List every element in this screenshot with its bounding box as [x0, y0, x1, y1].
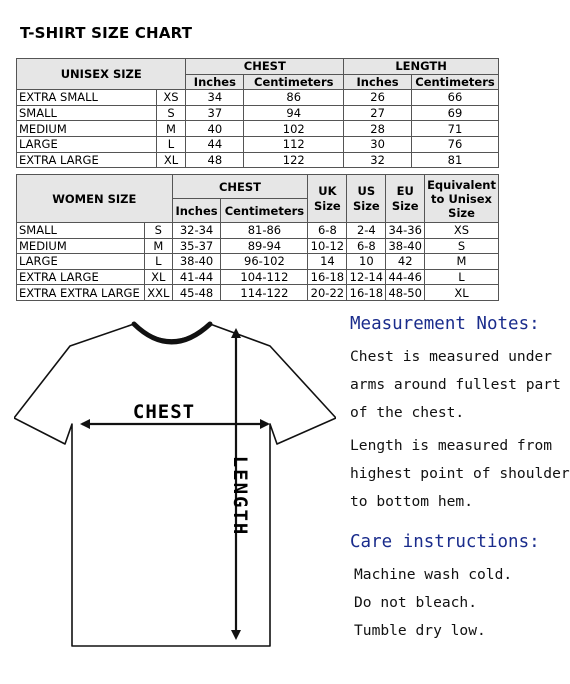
tshirt-diagram — [14, 316, 336, 656]
measurement-note-line: to bottom hem. — [350, 493, 474, 510]
unisex-equivalent: S — [425, 238, 499, 254]
uk-size: 16-18 — [308, 269, 347, 285]
table-row — [17, 223, 499, 239]
uk-label: UK — [318, 183, 337, 198]
us-size: 6-8 — [347, 238, 386, 254]
chest-cm: 94 — [244, 105, 344, 121]
length-inches: 30 — [344, 136, 412, 152]
unisex-equivalent: XS — [425, 223, 499, 239]
eu-size: 38-40 — [386, 238, 425, 254]
size-name: LARGE — [17, 254, 145, 270]
chest-inches: 35-37 — [172, 238, 221, 254]
women-chest-cm-header: Centimeters — [221, 199, 308, 223]
measurement-note-line: Chest is measured under — [350, 348, 553, 365]
measurement-note-line: arms around fullest part — [350, 376, 561, 393]
length-cm: 71 — [411, 121, 498, 137]
unisex-equivalent: XL — [425, 285, 499, 301]
length-cm: 66 — [411, 90, 498, 106]
us-size: 2-4 — [347, 223, 386, 239]
chest-inches: 32-34 — [172, 223, 221, 239]
chest-inches: 38-40 — [172, 254, 221, 270]
care-instruction-line: Tumble dry low. — [354, 622, 486, 639]
size-name: MEDIUM — [17, 238, 145, 254]
chest-inches: 40 — [186, 121, 244, 137]
equiv-line-1: Equivalent — [427, 177, 496, 192]
length-inches: 26 — [344, 90, 412, 106]
page-title: T-SHIRT SIZE CHART — [20, 24, 193, 42]
chest-cm: 102 — [244, 121, 344, 137]
uk-size: 10-12 — [308, 238, 347, 254]
size-name: EXTRA EXTRA LARGE — [17, 285, 145, 301]
table-row — [17, 121, 499, 137]
size-name: EXTRA LARGE — [17, 269, 145, 285]
chest-cm: 86 — [244, 90, 344, 106]
tshirt-outline — [14, 324, 336, 646]
unisex-chest-cm-header: Centimeters — [244, 74, 344, 90]
size-code: M — [156, 121, 186, 137]
size-name: EXTRA SMALL — [17, 90, 157, 106]
us-label: US — [357, 183, 376, 198]
unisex-chest-header: CHEST — [186, 59, 344, 75]
size-label: Size — [353, 198, 380, 213]
chest-inches: 41-44 — [172, 269, 221, 285]
chest-cm: 122 — [244, 152, 344, 168]
size-code: S — [156, 105, 186, 121]
unisex-equivalent: L — [425, 269, 499, 285]
us-size-header — [347, 175, 386, 223]
size-name: SMALL — [17, 223, 145, 239]
unisex-size-header: UNISEX SIZE — [17, 59, 186, 90]
table-row — [17, 238, 499, 254]
chest-cm: 114-122 — [221, 285, 308, 301]
uk-size: 14 — [308, 254, 347, 270]
measurement-note-line: highest point of shoulder — [350, 465, 570, 482]
table-row — [17, 269, 499, 285]
measurement-note-line: of the chest. — [350, 404, 465, 421]
size-code: XL — [145, 269, 173, 285]
care-instruction-line: Machine wash cold. — [354, 566, 513, 583]
unisex-length-cm-header: Centimeters — [411, 74, 498, 90]
chest-cm: 112 — [244, 136, 344, 152]
table-row — [17, 136, 499, 152]
size-name: MEDIUM — [17, 121, 157, 137]
chest-cm: 104-112 — [221, 269, 308, 285]
care-instructions-heading: Care instructions: — [350, 532, 540, 552]
chest-cm: 89-94 — [221, 238, 308, 254]
unisex-equivalent-header — [425, 175, 499, 223]
chest-inches: 45-48 — [172, 285, 221, 301]
care-instruction-line: Do not bleach. — [354, 594, 478, 611]
size-name: LARGE — [17, 136, 157, 152]
size-code: XXL — [145, 285, 173, 301]
size-name: EXTRA LARGE — [17, 152, 157, 168]
unisex-length-inches-header: Inches — [344, 74, 412, 90]
uk-size: 6-8 — [308, 223, 347, 239]
measurement-notes-heading: Measurement Notes: — [350, 314, 540, 334]
us-size: 12-14 — [347, 269, 386, 285]
table-row — [17, 285, 499, 301]
chest-inches: 48 — [186, 152, 244, 168]
length-cm: 69 — [411, 105, 498, 121]
uk-size: 20-22 — [308, 285, 347, 301]
us-size: 10 — [347, 254, 386, 270]
us-size: 16-18 — [347, 285, 386, 301]
table-row — [17, 90, 499, 106]
eu-size: 34-36 — [386, 223, 425, 239]
women-size-header: WOMEN SIZE — [17, 175, 173, 223]
unisex-size-table — [16, 58, 499, 168]
equiv-line-3: Size — [448, 205, 475, 220]
women-size-table — [16, 174, 499, 301]
length-cm: 81 — [411, 152, 498, 168]
eu-size: 42 — [386, 254, 425, 270]
unisex-length-header: LENGTH — [344, 59, 499, 75]
size-code: M — [145, 238, 173, 254]
length-inches: 32 — [344, 152, 412, 168]
size-label: Size — [314, 198, 341, 213]
unisex-chest-inches-header: Inches — [186, 74, 244, 90]
size-code: L — [156, 136, 186, 152]
size-name: SMALL — [17, 105, 157, 121]
length-label: LENGTH — [229, 455, 251, 537]
women-chest-header: CHEST — [172, 175, 308, 199]
chest-label: CHEST — [132, 401, 196, 423]
eu-size-header — [386, 175, 425, 223]
uk-size-header — [308, 175, 347, 223]
women-chest-inches-header: Inches — [172, 199, 221, 223]
size-code: L — [145, 254, 173, 270]
unisex-equivalent: M — [425, 254, 499, 270]
measurement-note-line: Length is measured from — [350, 437, 553, 454]
table-row — [17, 105, 499, 121]
table-row — [17, 254, 499, 270]
size-code: S — [145, 223, 173, 239]
length-cm: 76 — [411, 136, 498, 152]
chest-cm: 96-102 — [221, 254, 308, 270]
eu-size: 48-50 — [386, 285, 425, 301]
size-label: Size — [391, 198, 419, 213]
eu-size: 44-46 — [386, 269, 425, 285]
chest-inches: 44 — [186, 136, 244, 152]
size-code: XL — [156, 152, 186, 168]
chest-inches: 37 — [186, 105, 244, 121]
chest-inches: 34 — [186, 90, 244, 106]
length-inches: 27 — [344, 105, 412, 121]
size-code: XS — [156, 90, 186, 106]
chest-cm: 81-86 — [221, 223, 308, 239]
length-inches: 28 — [344, 121, 412, 137]
eu-label: EU — [396, 183, 414, 198]
table-row — [17, 152, 499, 168]
equiv-line-2: to Unisex — [431, 191, 492, 206]
